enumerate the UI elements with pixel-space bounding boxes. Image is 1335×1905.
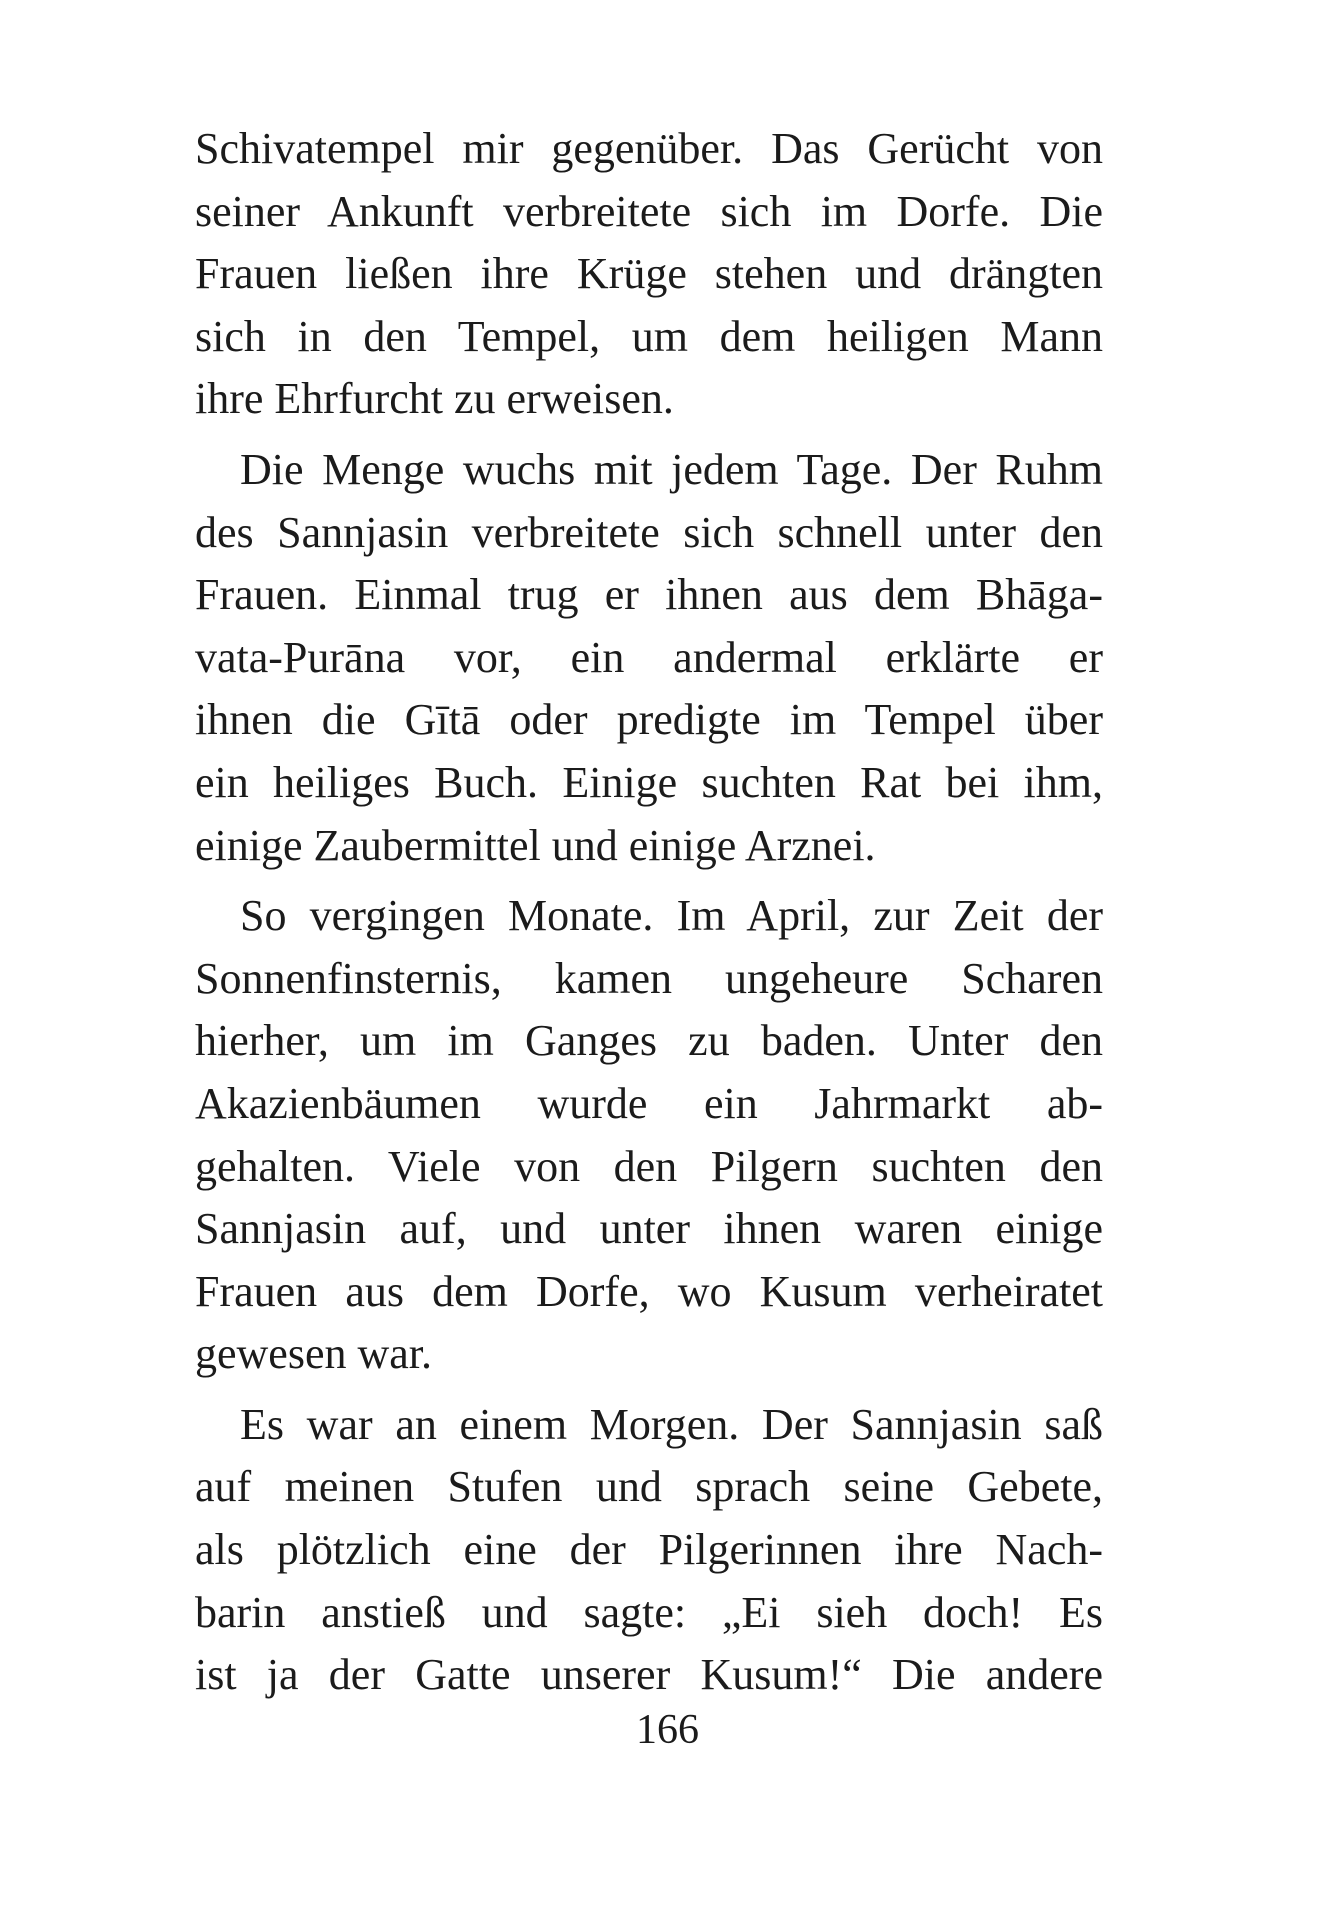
- text-line: ist ja der Gatte unserer Kusum!“ Die andere: [195, 1650, 1103, 1700]
- text-line: Sannjasin auf, und unter ihnen waren einige: [195, 1204, 1103, 1254]
- text-line: Frauen. Einmal trug er ihnen aus dem Bhāga-: [195, 570, 1103, 620]
- text-line: Es war an einem Morgen. Der Sannjasin saß: [240, 1399, 1103, 1449]
- body-text: [195, 118, 1103, 1707]
- text-line: des Sannjasin verbreitete sich schnell unter den: [195, 507, 1103, 557]
- text-line: So vergingen Monate. Im April, zur Zeit der: [240, 891, 1103, 941]
- text-line: ein heiliges Buch. Einige suchten Rat bei ihm,: [195, 757, 1103, 807]
- text-line: Frauen aus dem Dorfe, wo Kusum verheiratet: [195, 1266, 1103, 1316]
- paragraph-3: [195, 885, 1103, 1386]
- text-line: barin anstieß und sagte: „Ei sieh doch! Es: [195, 1587, 1103, 1637]
- text-line: einige Zaubermittel und einige Arznei.: [195, 820, 876, 870]
- text-line: seiner Ankunft verbreitete sich im Dorfe. Die: [195, 186, 1103, 236]
- text-line: hierher, um im Ganges zu baden. Unter den: [195, 1016, 1103, 1066]
- text-line: Frauen ließen ihre Krüge stehen und drängten: [195, 249, 1103, 299]
- text-line: ihnen die Gītā oder predigte im Tempel über: [195, 695, 1103, 745]
- text-line: Schivatempel mir gegenüber. Das Gerücht von: [195, 124, 1103, 173]
- text-line: ihre Ehrfurcht zu erweisen.: [195, 374, 674, 424]
- text-line: gehalten. Viele von den Pilgern suchten den: [195, 1141, 1103, 1191]
- text-line: Sonnenfinsternis, kamen ungeheure Scharen: [195, 953, 1103, 1003]
- page-number: 166: [636, 1707, 699, 1753]
- text-line: vata-Purāna vor, ein andermal erklärte er: [195, 632, 1103, 682]
- paragraph-1: [195, 118, 1103, 431]
- text-line: gewesen war.: [195, 1329, 433, 1379]
- text-line: als plötzlich eine der Pilgerinnen ihre Nach-: [195, 1525, 1103, 1575]
- text-line: Akazienbäumen wurde ein Jahrmarkt ab-: [195, 1078, 1103, 1128]
- paragraph-4: [195, 1394, 1103, 1707]
- text-line: auf meinen Stufen und sprach seine Gebete,: [195, 1462, 1103, 1512]
- paragraph-2: [195, 439, 1103, 877]
- text-line: Die Menge wuchs mit jedem Tage. Der Ruhm: [240, 444, 1103, 494]
- text-line: sich in den Tempel, um dem heiligen Mann: [195, 311, 1103, 361]
